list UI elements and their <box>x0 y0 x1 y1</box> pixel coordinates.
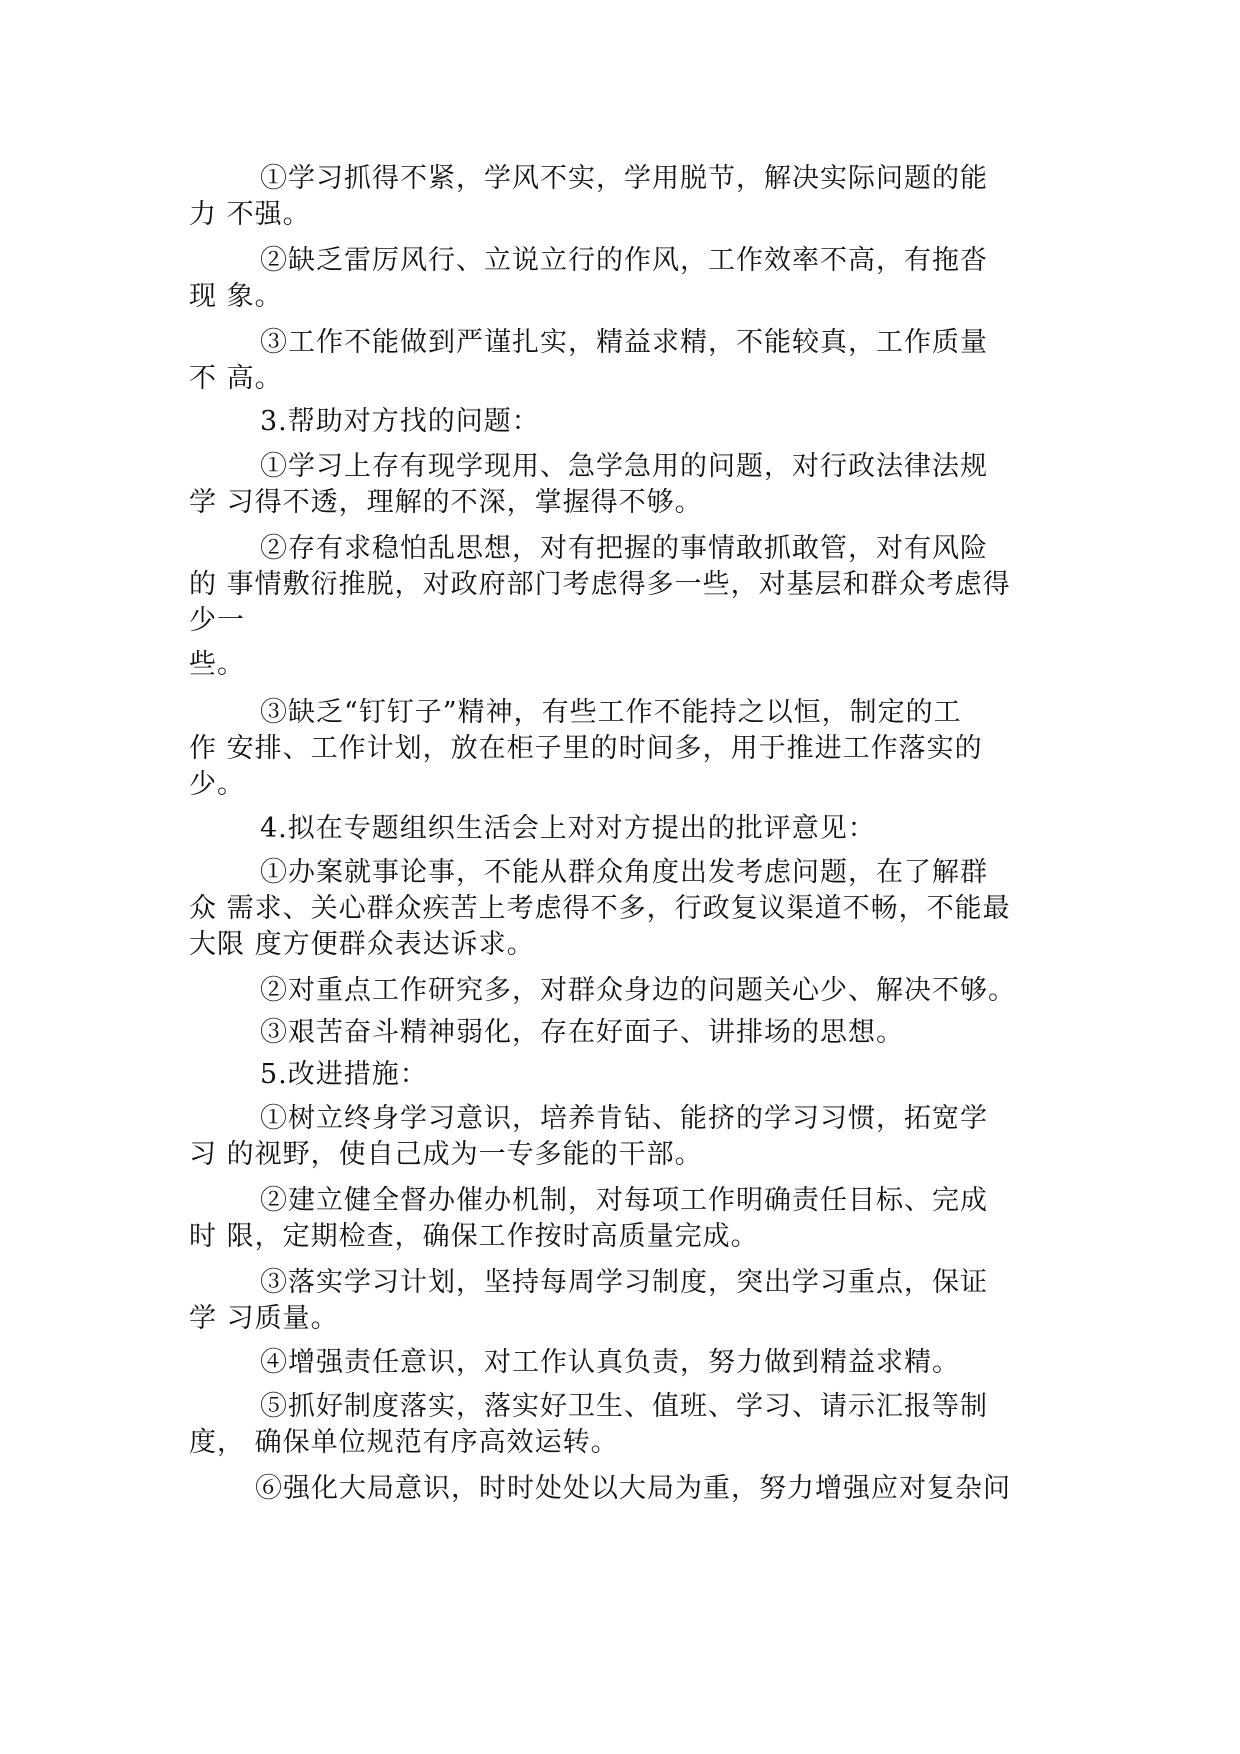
text-line: 的 事情敷衍推脱，对政府部门考虑得多一些，对基层和群众考虑得 <box>189 569 1011 600</box>
text-line: ②对重点工作研究多，对群众身边的问题关心少、解决不够。 <box>260 975 1016 1006</box>
text-line: ①办案就事论事，不能从群众角度出发考虑问题，在了解群 <box>260 857 988 888</box>
text-line: 作 安排、工作计划，放在柜子里的时间多，用于推进工作落实的 <box>189 733 983 764</box>
text-line: 不 高。 <box>189 363 283 394</box>
text-line: ③工作不能做到严谨扎实，精益求精，不能较真，工作质量 <box>260 327 988 358</box>
text-line: ②缺乏雷厉风行、立说立行的作风，工作效率不高，有拖沓 <box>260 245 988 276</box>
section-heading: 4.拟在专题组织生活会上对对方提出的批评意见： <box>260 813 876 844</box>
text-line: 大限 度方便群众表达诉求。 <box>189 929 535 960</box>
text-line: 学 习得不透，理解的不深，掌握得不够。 <box>189 487 703 518</box>
text-line: ③缺乏“钉钉子”精神，有些工作不能持之以恒，制定的工 <box>260 697 962 728</box>
text-line: ①学习抓得不紧，学风不实，学用脱节，解决实际问题的能 <box>260 163 988 194</box>
text-line: 力 不强。 <box>189 199 311 230</box>
text-line: ⑤抓好制度落实，落实好卫生、值班、学习、请示汇报等制 <box>260 1391 988 1422</box>
text-line: 度， 确保单位规范有序高效运转。 <box>189 1427 619 1458</box>
text-line: 时 限，定期检查，确保工作按时高质量完成。 <box>189 1221 759 1252</box>
text-line: ④增强责任意识，对工作认真负责，努力做到精益求精。 <box>260 1347 960 1378</box>
text-line: ③落实学习计划，坚持每周学习制度，突出学习重点，保证 <box>260 1267 988 1298</box>
text-line: 学 习质量。 <box>189 1303 339 1334</box>
text-line: ③艰苦奋斗精神弱化，存在好面子、讲排场的思想。 <box>260 1017 904 1048</box>
text-line: 些。 <box>189 649 245 680</box>
text-line: 众 需求、关心群众疾苦上考虑得不多，行政复议渠道不畅，不能最 <box>189 893 1011 924</box>
text-line: 习 的视野，使自己成为一专多能的干部。 <box>189 1139 703 1170</box>
text-line: ①树立终身学习意识，培养肯钻、能挤的学习习惯，拓宽学 <box>260 1103 988 1134</box>
section-heading: 5.改进措施： <box>260 1059 428 1090</box>
text-line: ⑥强化大局意识，时时处处以大局为重，努力增强应对复杂问 <box>255 1473 1011 1504</box>
text-line: ①学习上存有现学现用、急学急用的问题，对行政法律法规 <box>260 451 988 482</box>
text-line: 少。 <box>189 769 245 800</box>
section-heading: 3.帮助对方找的问题： <box>260 406 540 437</box>
text-line: 少一 <box>189 605 245 636</box>
text-line: ②建立健全督办催办机制，对每项工作明确责任目标、完成 <box>260 1185 988 1216</box>
text-line: ②存有求稳怕乱思想，对有把握的事情敢抓敢管，对有风险 <box>260 533 988 564</box>
text-line: 现 象。 <box>189 281 283 312</box>
